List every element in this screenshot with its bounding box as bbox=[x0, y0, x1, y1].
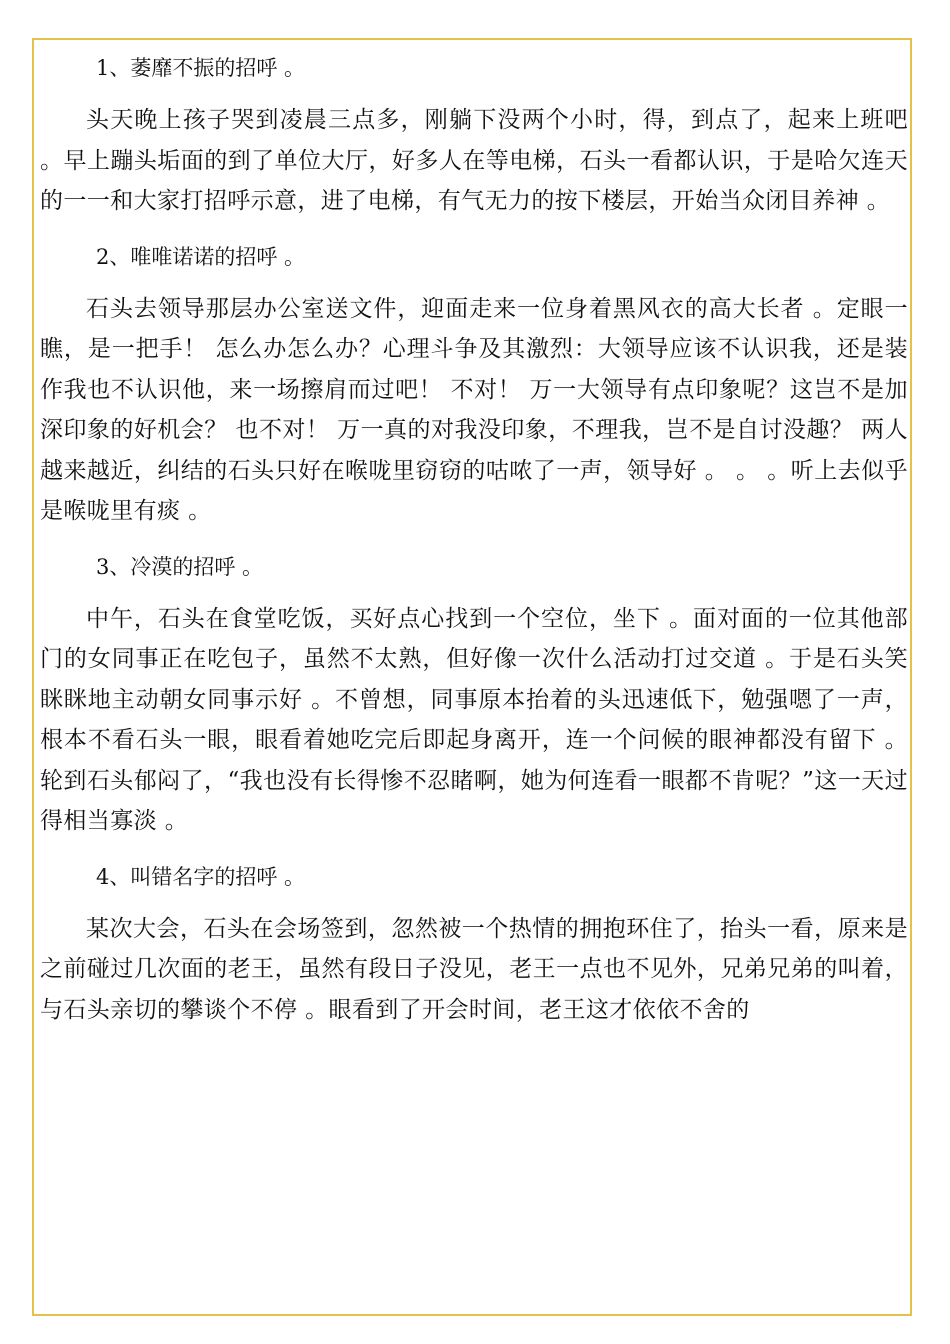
document-body bbox=[40, 48, 908, 1045]
section-heading-4: 4、叫错名字的招呼 。 bbox=[96, 864, 306, 889]
section-heading-2: 2、唯唯诺诺的招呼 。 bbox=[96, 244, 306, 269]
section-paragraph-1: 头天晚上孩子哭到凌晨三点多，刚躺下没两个小时，得，到点了，起来上班吧 。早上蹦头垢面的到了单位大厅，好多人在等电梯，石头一看都认识，于是哈欠连天的一一和大家打招呼示意，进了电梯，有气无力的按下楼层，开始当众闭目养神 。 bbox=[40, 107, 908, 214]
section-paragraph-2: 石头去领导那层办公室送文件，迎面走来一位身着黑风衣的高大长者 。定眼一瞧，是一把手！ 怎么办怎么办？心理斗争及其激烈：大领导应该不认识我，还是装作我也不认识他，来一场擦肩而过吧！ 不对！ 万一大领导有点印象呢？这岂不是加深印象的好机会？ 也不对！ 万一真的对我没印象，不理我，岂不是自讨没趣？ 两人越来越近，纠结的石头只好在喉咙里窃窃的咕哝了一声，领导好 。 。 。听上去似乎是喉咙里有痰 。 bbox=[40, 295, 908, 524]
section-heading-1: 1、萎靡不振的招呼 。 bbox=[96, 56, 306, 80]
section-heading-3: 3、冷漠的招呼 。 bbox=[96, 554, 264, 579]
section-paragraph-4: 某次大会，石头在会场签到，忽然被一个热情的拥抱环住了，抬头一看，原来是之前碰过几次面的老王，虽然有段日子没见，老王一点也不见外，兄弟兄弟的叫着，与石头亲切的攀谈个不停 。眼看到了开会时间，老王这才依依不舍的 bbox=[40, 915, 908, 1023]
section-paragraph-3: 中午，石头在食堂吃饭，买好点心找到一个空位，坐下 。面对面的一位其他部门的女同事正在吃包子，虽然不太熟，但好像一次什么活动打过交道 。于是石头笑眯眯地主动朝女同事示好 。不曾想，同事原本抬着的头迅速低下，勉强嗯了一声，根本不看石头一眼，眼看着她吃完后即起身离开，连一个问候的眼神都没有留下 。轮到石头郁闷了，“我也没有长得惨不忍睹啊，她为何连看一眼都不肯呢？”这一天过得相当寡淡 。 bbox=[40, 605, 908, 834]
